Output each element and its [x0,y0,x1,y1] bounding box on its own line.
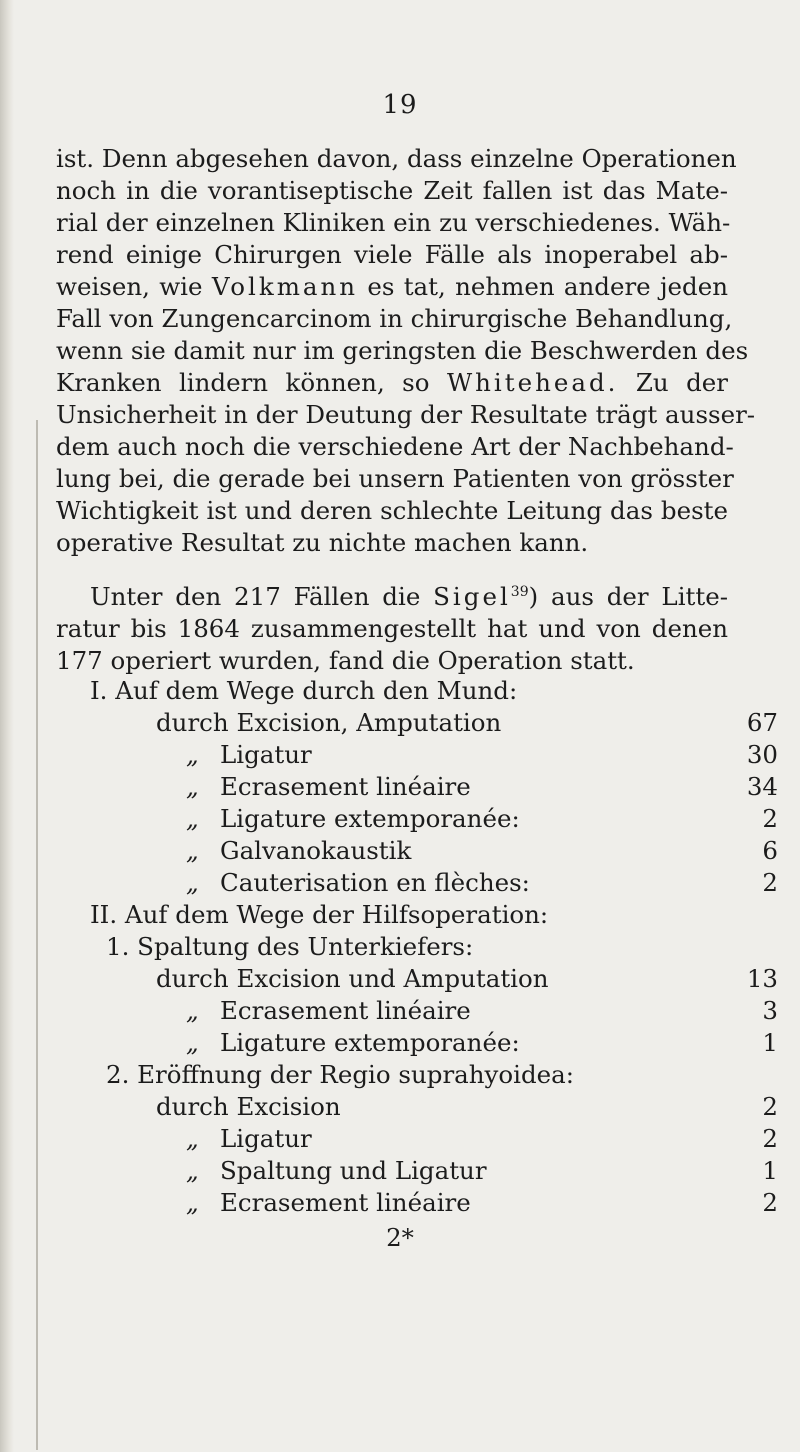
list-item [56,1124,778,1156]
text-fragment: ) aus der Litte- [528,582,728,611]
text-line: Fall von Zungencarcinom in chirurgische Behandlung, [56,304,733,333]
section-heading [56,676,778,708]
entry-label: Ligature extemporanée: [220,804,520,833]
entry-label: Ligature extemporanée: [220,1028,520,1057]
entry-count: 2 [762,1124,778,1153]
list-item [56,804,778,836]
binding-edge [36,420,38,1450]
subsection-2-heading: 2. Eröffnung der Regio suprahyoidea: [106,1060,575,1089]
ditto-mark: „ [186,1124,199,1153]
subsection-1-heading: 1. Spaltung des Unterkiefers: [106,932,474,961]
text-fragment: weisen, wie [56,272,203,301]
entry-count: 67 [746,708,778,737]
operation-list [56,676,778,1220]
text-fragment: Zu der [635,368,729,397]
entry-label: Ligatur [220,1124,312,1153]
entry-count: 13 [746,964,778,993]
list-item [56,1156,778,1188]
list-item [56,964,778,996]
entry-count: 2 [762,1092,778,1121]
ditto-mark: „ [186,1188,199,1217]
list-item [56,1028,778,1060]
text-line: operative Resultat zu nichte machen kann. [56,528,589,557]
text-line: wenn sie damit nur im geringsten die Beschwerden des [56,336,749,365]
text-line: rend einige Chirurgen viele Fälle als inoperabel ab- [56,240,728,269]
text-line: ist. Denn abgesehen davon, dass einzelne Operationen [56,144,737,173]
list-item [56,1188,778,1220]
entry-label: durch Excision und Amputation [156,964,549,993]
text-line: noch in die vorantiseptische Zeit fallen ist das Mate- [56,176,728,205]
text-line: lung bei, die gerade bei unsern Patienten von grösster [56,464,734,493]
author-name: Whitehead. [446,368,619,397]
signature-mark: 2* [386,1223,414,1252]
text-line [56,367,728,399]
paragraph-2 [56,581,728,677]
text-line: ratur bis 1864 zusammengestellt hat und von denen [56,614,728,643]
entry-count: 30 [746,740,778,769]
entry-count: 2 [762,1188,778,1217]
text-line: Wichtigkeit ist und deren schlechte Leitung das beste [56,496,728,525]
list-item [56,740,778,772]
text-fragment: Unter den 217 Fällen die [90,582,421,611]
entry-label: Ligatur [220,740,312,769]
paragraph-1 [56,143,756,559]
entry-count: 6 [762,836,778,865]
ditto-mark: „ [186,1156,199,1185]
footnote-ref: 39 [510,583,529,600]
text-line: Unsicherheit in der Deutung der Resultate trägt ausser- [56,400,756,429]
section-2-heading: II. Auf dem Wege der Hilfsoperation: [90,900,549,929]
entry-label: durch Excision, Amputation [156,708,502,737]
list-item [56,868,778,900]
list-item [56,836,778,868]
entry-count: 1 [762,1156,778,1185]
entry-label: Ecrasement linéaire [220,1188,471,1217]
list-item [56,708,778,740]
ditto-mark: „ [186,740,199,769]
ditto-mark: „ [186,996,199,1025]
entry-count: 1 [762,1028,778,1057]
list-item [56,996,778,1028]
entry-label: Cauterisation en flèches: [220,868,530,897]
ditto-mark: „ [186,772,199,801]
entry-count: 2 [762,868,778,897]
text-line [56,271,728,303]
ditto-mark: „ [186,804,199,833]
entry-label: durch Excision [156,1092,341,1121]
page-number: 19 [382,90,418,120]
entry-count: 34 [746,772,778,801]
ditto-mark: „ [186,836,199,865]
entry-label: Ecrasement linéaire [220,996,471,1025]
text-line: dem auch noch die verschiedene Art der Nachbehand- [56,432,734,461]
entry-count: 2 [762,804,778,833]
section-1-heading: I. Auf dem Wege durch den Mund: [90,676,518,705]
entry-label: Spaltung und Ligatur [220,1156,487,1185]
entry-label: Ecrasement linéaire [220,772,471,801]
subsection-heading [56,932,778,964]
text-fragment: Kranken lindern können, so [56,368,430,397]
entry-label: Galvanokaustik [220,836,412,865]
text-fragment: es tat, nehmen andere jeden [367,272,729,301]
section-heading [56,900,778,932]
subsection-heading [56,1060,778,1092]
list-item [56,772,778,804]
author-name: Sigel [433,582,511,611]
text-line [56,581,728,613]
author-name: Volkmann [211,272,359,301]
list-item [56,1092,778,1124]
text-line: rial der einzelnen Kliniken ein zu verschiedenes. Wäh- [56,208,731,237]
ditto-mark: „ [186,1028,199,1057]
ditto-mark: „ [186,868,199,897]
text-line: 177 operiert wurden, fand die Operation statt. [56,646,635,675]
entry-count: 3 [762,996,778,1025]
